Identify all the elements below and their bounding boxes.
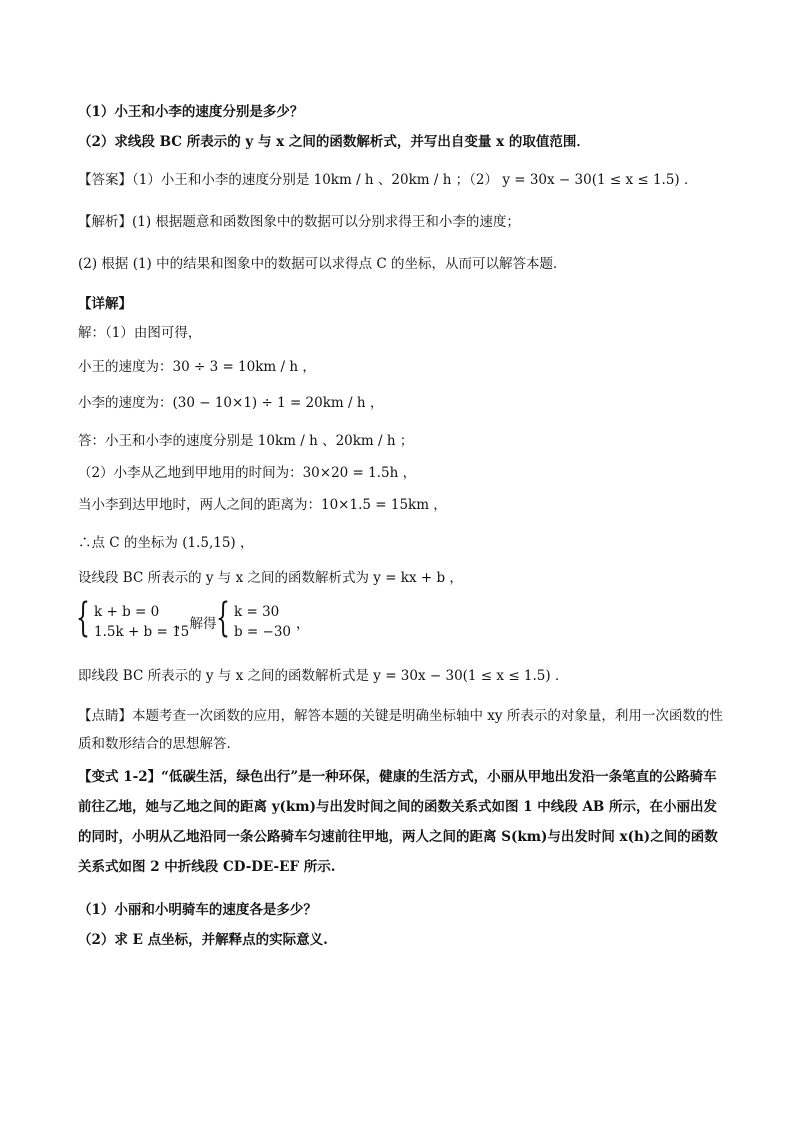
variant-paragraph: 【变式 1-2】“低碳生活，绿色出行”是一种环保，健康的生活方式，小丽从甲地出发沿一条笔直的公路骑车前往乙地，她与乙地之间的距离 y(km)与出发时间之间的函数关系式如图 1 中线段 AB 所示，在小丽出发的同时，小明从乙地沿同一条公路骑车匀速前往甲地，两人之间的距离 S(km)与出发时间 x(h)之间的函数关系式如图 2 中折线段 CD-DE-EF 所示.	[78, 769, 718, 875]
system-left-eq-1: k + b = 0	[94, 604, 160, 620]
solution-step-7: ∴点 C 的坐标为 (1.5,15) ，	[78, 535, 254, 551]
solution-step-5: （2）小李从乙地到甲地用的时间为：30×20 = 1.5h ，	[78, 465, 417, 481]
system-right-eq-1: k = 30	[234, 604, 280, 620]
answer-line: 【答案】（1）小王和小李的速度分别是 10km / h 、20km / h ；（2） y = 30x − 30(1 ≤ x ≤ 1.5) ．	[78, 172, 698, 188]
system-left-eq-2: 1.5k + b = 15	[94, 624, 190, 640]
solution-step-6: 当小李到达甲地时，两人之间的距离为：10×1.5 = 15km ，	[78, 497, 447, 513]
system-end-punct: ，	[296, 616, 310, 632]
solution-step-2: 小王的速度为：30 ÷ 3 = 10km / h ，	[78, 359, 316, 375]
solution-step-4: 答：小王和小李的速度分别是 10km / h 、20km / h ；	[78, 433, 414, 449]
system-right-eq-2: b = −30	[234, 624, 292, 640]
comment-paragraph: 【点睛】本题考查一次函数的应用，解答本题的关键是明确坐标轴中 xy 所表示的对象量，利用一次函数的性质和数形结合的思想解答．	[78, 708, 723, 752]
variant-question-1: （1）小丽和小明骑车的速度各是多少？	[78, 902, 317, 918]
question-2: （2）求线段 BC 所表示的 y 与 x 之间的函数解析式，并写出自变量 x 的取值范围．	[78, 134, 590, 150]
solution-step-3: 小李的速度为：(30 − 10×1) ÷ 1 = 20km / h ，	[78, 395, 384, 411]
system-solve-label: ，解得	[176, 616, 217, 632]
solution-step-8: 设线段 BC 所表示的 y 与 x 之间的函数解析式为 y = kx + b ，	[78, 570, 463, 586]
variant-question-2: （2）求 E 点坐标，并解释点的实际意义.	[78, 932, 328, 948]
solution-step-1: 解：（1）由图可得，	[78, 325, 202, 341]
solution-conclusion: 即线段 BC 所表示的 y 与 x 之间的函数解析式是 y = 30x − 30(1 ≤ x ≤ 1.5) ．	[78, 668, 569, 684]
question-1: （1）小王和小李的速度分别是多少？	[78, 104, 304, 120]
analysis-line-2: (2) 根据 (1) 中的结果和图象中的数据可以求得点 C 的坐标，从而可以解答本题．	[78, 256, 567, 272]
analysis-line-1: 【解析】(1) 根据题意和函数图象中的数据可以分别求得王和小李的速度；	[78, 214, 520, 230]
detail-heading: 【详解】	[78, 296, 132, 312]
right-brace: {	[216, 595, 230, 641]
left-brace: {	[76, 595, 90, 641]
